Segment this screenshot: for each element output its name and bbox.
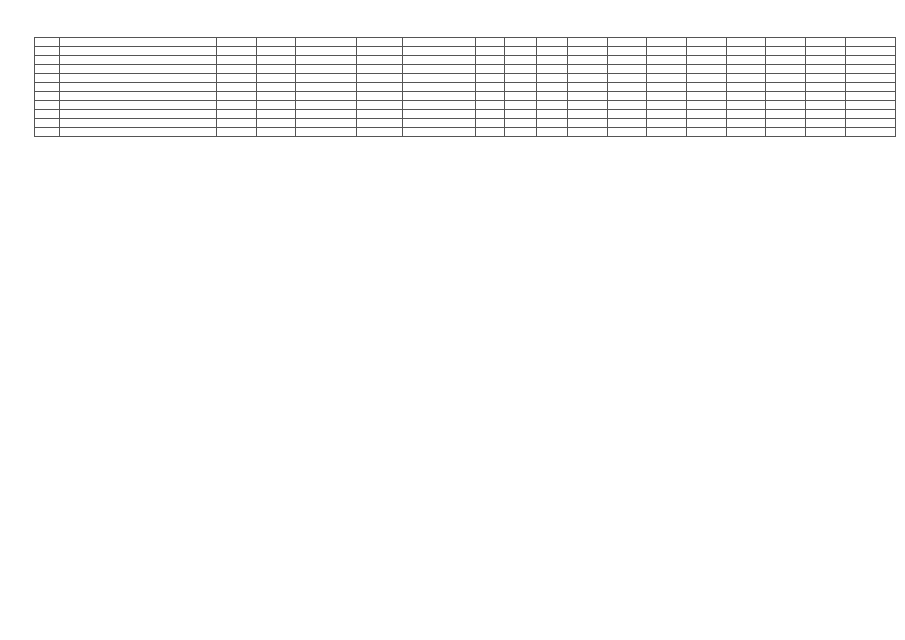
- table-cell: [567, 65, 607, 74]
- table-cell: [296, 47, 357, 56]
- table-cell: [256, 65, 296, 74]
- table-cell: [766, 92, 806, 101]
- table-cell: [647, 65, 687, 74]
- table-cell: [536, 101, 567, 110]
- table-cell: [475, 56, 504, 65]
- table-cell: [845, 65, 895, 74]
- table-cell: [402, 47, 475, 56]
- table-cell: [806, 65, 846, 74]
- table-cell: [726, 119, 766, 128]
- column-header-y7: [806, 38, 846, 47]
- table-cell: [356, 74, 402, 83]
- table-cell: [216, 119, 256, 128]
- table-cell: [726, 74, 766, 83]
- table-cell: [60, 74, 217, 83]
- table-cell: [402, 128, 475, 137]
- table-cell: [256, 92, 296, 101]
- table-cell: [356, 119, 402, 128]
- table-cell: [647, 119, 687, 128]
- table-cell: [686, 47, 726, 56]
- table-cell: [607, 83, 647, 92]
- table-cell: [60, 101, 217, 110]
- table-cell: [216, 74, 256, 83]
- table-cell: [726, 83, 766, 92]
- table-cell: [35, 110, 60, 119]
- table-cell: [607, 119, 647, 128]
- table-cell: [505, 110, 536, 119]
- table-cell: [766, 47, 806, 56]
- table-cell: [216, 110, 256, 119]
- table-row: [35, 74, 896, 83]
- table-cell: [402, 56, 475, 65]
- table-cell: [726, 110, 766, 119]
- table-cell: [475, 92, 504, 101]
- table-cell: [256, 83, 296, 92]
- column-header-method: [296, 38, 357, 47]
- table-cell: [35, 65, 60, 74]
- table-cell: [296, 128, 357, 137]
- table-cell: [402, 65, 475, 74]
- table-cell: [475, 47, 504, 56]
- table-cell: [607, 65, 647, 74]
- column-header-y5: [726, 38, 766, 47]
- table-cell: [726, 128, 766, 137]
- table-cell: [686, 65, 726, 74]
- table-cell: [607, 110, 647, 119]
- table-cell: [60, 119, 217, 128]
- column-header-y3: [647, 38, 687, 47]
- table-cell: [567, 128, 607, 137]
- table-cell: [607, 92, 647, 101]
- table-cell: [845, 92, 895, 101]
- column-header-y1: [567, 38, 607, 47]
- table-cell: [536, 110, 567, 119]
- table-cell: [505, 56, 536, 65]
- table-cell: [567, 101, 607, 110]
- table-cell: [216, 65, 256, 74]
- table-cell: [686, 128, 726, 137]
- header-row: [35, 38, 896, 47]
- table-cell: [766, 119, 806, 128]
- table-cell: [686, 56, 726, 65]
- table-cell: [766, 74, 806, 83]
- table-cell: [845, 128, 895, 137]
- table-cell: [845, 110, 895, 119]
- table-cell: [402, 74, 475, 83]
- table-cell: [766, 128, 806, 137]
- table-cell: [845, 119, 895, 128]
- table-cell: [607, 47, 647, 56]
- table-cell: [686, 110, 726, 119]
- table-cell: [567, 74, 607, 83]
- table-cell: [296, 65, 357, 74]
- table-cell: [356, 101, 402, 110]
- table-cell: [35, 92, 60, 101]
- column-header-num: [35, 38, 60, 47]
- table-cell: [686, 92, 726, 101]
- table-cell: [216, 47, 256, 56]
- table-cell: [216, 83, 256, 92]
- table-cell: [402, 119, 475, 128]
- table-cell: [536, 128, 567, 137]
- table-cell: [647, 92, 687, 101]
- table-cell: [806, 56, 846, 65]
- table-cell: [35, 128, 60, 137]
- table-cell: [35, 119, 60, 128]
- column-header-c9: [505, 38, 536, 47]
- table-cell: [35, 56, 60, 65]
- table-cell: [60, 65, 217, 74]
- table-cell: [356, 47, 402, 56]
- table-cell: [806, 119, 846, 128]
- table-cell: [256, 56, 296, 65]
- table-cell: [686, 83, 726, 92]
- table-cell: [845, 83, 895, 92]
- table-cell: [216, 56, 256, 65]
- table-cell: [647, 56, 687, 65]
- table-cell: [845, 56, 895, 65]
- table-cell: [356, 65, 402, 74]
- table-cell: [356, 92, 402, 101]
- column-header-y2: [607, 38, 647, 47]
- table-cell: [607, 101, 647, 110]
- table-cell: [216, 101, 256, 110]
- table-cell: [806, 47, 846, 56]
- table-cell: [766, 65, 806, 74]
- table-cell: [536, 47, 567, 56]
- table-cell: [845, 47, 895, 56]
- table-cell: [505, 74, 536, 83]
- table-cell: [686, 101, 726, 110]
- table-cell: [647, 101, 687, 110]
- table-cell: [356, 83, 402, 92]
- table-cell: [647, 47, 687, 56]
- table-cell: [806, 74, 846, 83]
- table-cell: [536, 83, 567, 92]
- table-row: [35, 47, 896, 56]
- table-cell: [60, 83, 217, 92]
- table-cell: [256, 101, 296, 110]
- table-cell: [475, 128, 504, 137]
- table-cell: [567, 92, 607, 101]
- table-cell: [475, 119, 504, 128]
- table-cell: [402, 101, 475, 110]
- table-row: [35, 56, 896, 65]
- table-cell: [726, 65, 766, 74]
- table-cell: [536, 74, 567, 83]
- table-cell: [296, 74, 357, 83]
- table-cell: [567, 56, 607, 65]
- table-cell: [536, 92, 567, 101]
- table-cell: [505, 128, 536, 137]
- table-cell: [686, 74, 726, 83]
- table-row: [35, 65, 896, 74]
- indicator-table: [34, 37, 896, 137]
- table-cell: [766, 110, 806, 119]
- table-cell: [505, 47, 536, 56]
- table-cell: [60, 56, 217, 65]
- table-cell: [402, 83, 475, 92]
- table-cell: [296, 110, 357, 119]
- table-cell: [766, 83, 806, 92]
- table-cell: [845, 74, 895, 83]
- table-cell: [607, 74, 647, 83]
- table-cell: [647, 110, 687, 119]
- table-cell: [845, 101, 895, 110]
- column-header-due: [356, 38, 402, 47]
- table-cell: [505, 119, 536, 128]
- table-cell: [505, 83, 536, 92]
- table-cell: [402, 110, 475, 119]
- table-row: [35, 92, 896, 101]
- table-cell: [296, 83, 357, 92]
- column-header-c10: [536, 38, 567, 47]
- table-cell: [35, 101, 60, 110]
- table-cell: [35, 47, 60, 56]
- table-cell: [256, 128, 296, 137]
- table-cell: [567, 83, 607, 92]
- table-cell: [296, 92, 357, 101]
- table-cell: [35, 83, 60, 92]
- table-row: [35, 119, 896, 128]
- column-header-name: [60, 38, 217, 47]
- table-cell: [256, 119, 296, 128]
- table-cell: [686, 119, 726, 128]
- table-cell: [60, 110, 217, 119]
- table-cell: [505, 92, 536, 101]
- table-row: [35, 110, 896, 119]
- table-cell: [356, 128, 402, 137]
- table-cell: [766, 101, 806, 110]
- table-row: [35, 101, 896, 110]
- table-cell: [216, 92, 256, 101]
- table-cell: [806, 110, 846, 119]
- table-cell: [256, 47, 296, 56]
- column-header-unit: [216, 38, 256, 47]
- table-row: [35, 83, 896, 92]
- table-cell: [296, 56, 357, 65]
- table-cell: [505, 101, 536, 110]
- table-cell: [216, 128, 256, 137]
- table-cell: [60, 47, 217, 56]
- column-header-coef: [256, 38, 296, 47]
- column-header-y4: [686, 38, 726, 47]
- table-cell: [567, 110, 607, 119]
- table-cell: [647, 83, 687, 92]
- table-cell: [35, 74, 60, 83]
- table-cell: [806, 101, 846, 110]
- table-cell: [402, 92, 475, 101]
- table-cell: [256, 74, 296, 83]
- table-cell: [806, 83, 846, 92]
- table-cell: [726, 101, 766, 110]
- table-cell: [607, 128, 647, 137]
- table-cell: [356, 110, 402, 119]
- table-cell: [475, 83, 504, 92]
- table-cell: [475, 110, 504, 119]
- table-cell: [536, 65, 567, 74]
- table-cell: [505, 65, 536, 74]
- table-cell: [726, 47, 766, 56]
- table-cell: [475, 65, 504, 74]
- table-cell: [806, 92, 846, 101]
- table-cell: [567, 119, 607, 128]
- table-body: [35, 47, 896, 137]
- table-cell: [60, 92, 217, 101]
- table-sheet: [34, 37, 896, 629]
- column-header-total: [845, 38, 895, 47]
- table-cell: [296, 119, 357, 128]
- table-cell: [647, 74, 687, 83]
- column-header-y6: [766, 38, 806, 47]
- table-cell: [296, 101, 357, 110]
- table-cell: [475, 74, 504, 83]
- column-header-c8: [475, 38, 504, 47]
- table-cell: [726, 56, 766, 65]
- table-row: [35, 128, 896, 137]
- table-cell: [536, 119, 567, 128]
- table-cell: [356, 56, 402, 65]
- table-cell: [60, 128, 217, 137]
- column-header-basis: [402, 38, 475, 47]
- table-cell: [536, 56, 567, 65]
- table-cell: [766, 56, 806, 65]
- table-cell: [607, 56, 647, 65]
- table-cell: [475, 101, 504, 110]
- table-cell: [567, 47, 607, 56]
- table-cell: [726, 92, 766, 101]
- table-cell: [806, 128, 846, 137]
- table-cell: [647, 128, 687, 137]
- table-cell: [256, 110, 296, 119]
